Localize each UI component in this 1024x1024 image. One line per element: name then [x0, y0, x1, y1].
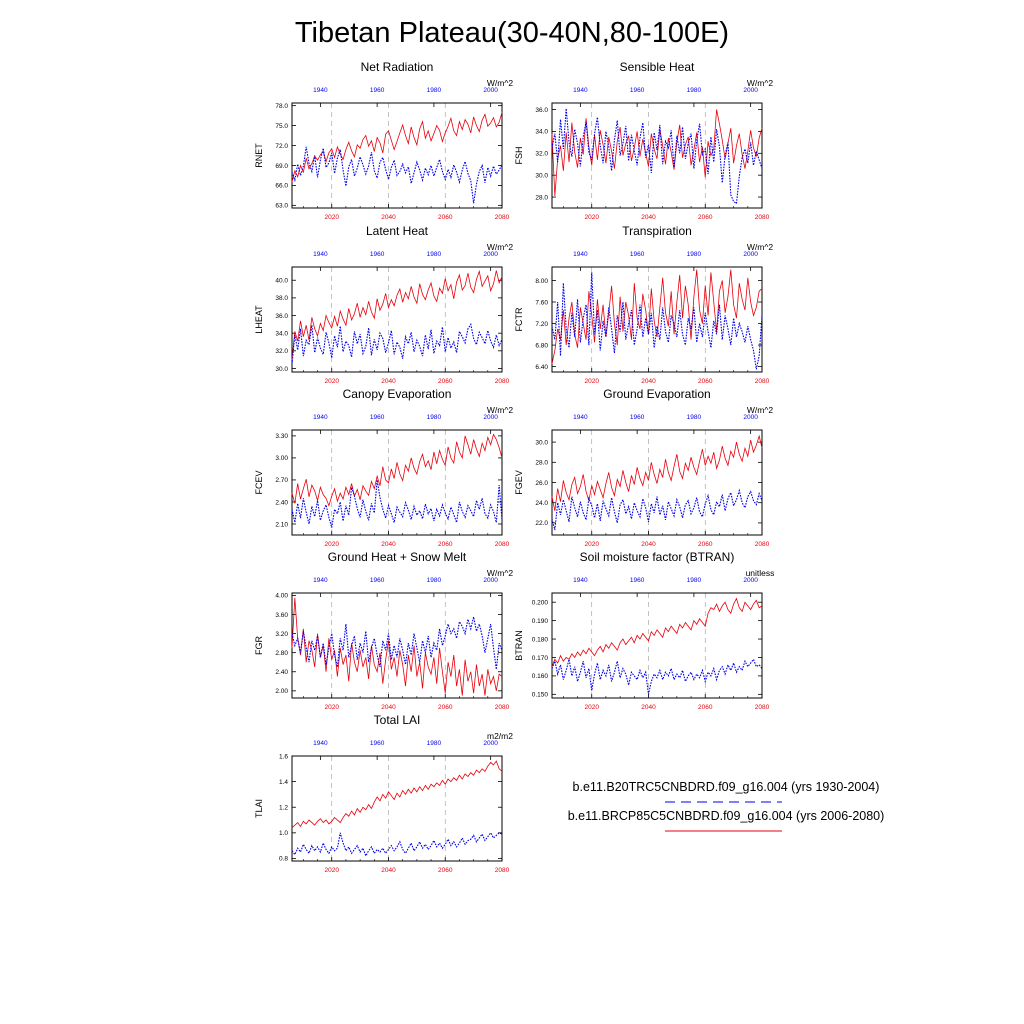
x-tick-label-bottom-fgev-2: 2060: [698, 541, 713, 548]
x-tick-label-top-rnet-2: 1980: [426, 87, 442, 94]
x-tick-label-bottom-tlai-0: 2020: [324, 867, 339, 874]
y-tick-label-fgev-1: 28.0: [535, 459, 548, 467]
y-tick-label-rnet-1: 75.0: [275, 122, 288, 130]
plot-frame-btran: [552, 593, 762, 698]
x-tick-label-bottom-fctr-2: 2060: [698, 378, 713, 385]
y-tick-label-fcev-1: 3.00: [275, 455, 288, 463]
y-axis-label-fgr: FGR: [254, 636, 264, 655]
y-tick-label-fgr-1: 3.60: [275, 611, 288, 619]
x-tick-label-bottom-fcev-1: 2040: [381, 541, 396, 548]
legend: [568, 780, 885, 831]
x-tick-label-top-lheat-3: 2000: [483, 251, 498, 258]
x-tick-label-bottom-fgev-0: 2020: [584, 541, 599, 548]
panel-fgev: [514, 387, 773, 548]
y-tick-label-fgev-3: 24.0: [535, 499, 548, 507]
units-label-fgev: W/m^2: [746, 405, 774, 415]
x-tick-label-top-fsh-0: 1940: [573, 87, 588, 94]
y-axis-label-fsh: FSH: [514, 146, 524, 165]
y-tick-label-fsh-2: 32.0: [535, 150, 548, 158]
y-tick-label-tlai-3: 1.0: [278, 830, 288, 838]
y-tick-label-rnet-0: 78.0: [275, 102, 288, 110]
y-tick-label-tlai-2: 1.2: [278, 804, 288, 812]
y-tick-label-lheat-3: 34.0: [275, 330, 288, 338]
x-tick-label-top-rnet-1: 1960: [369, 87, 385, 94]
series-historical-btran: [552, 659, 762, 694]
x-tick-label-bottom-fgr-3: 2080: [494, 704, 510, 711]
x-tick-label-top-fsh-3: 2000: [743, 87, 758, 94]
y-tick-label-lheat-4: 32.0: [275, 348, 288, 356]
y-tick-label-fctr-3: 6.80: [535, 342, 548, 350]
units-label-fcev: W/m^2: [486, 405, 514, 415]
y-tick-label-lheat-2: 36.0: [275, 312, 288, 320]
x-tick-label-bottom-fgr-1: 2040: [381, 704, 396, 711]
y-tick-label-fgev-0: 30.0: [535, 439, 548, 447]
x-tick-label-bottom-fgev-3: 2080: [754, 541, 770, 548]
y-axis-label-btran: BTRAN: [514, 630, 524, 661]
units-label-tlai: m2/m2: [487, 731, 513, 741]
y-tick-label-fgev-2: 26.0: [535, 479, 548, 487]
x-tick-label-top-tlai-1: 1960: [369, 740, 385, 747]
x-tick-label-top-lheat-1: 1960: [369, 251, 385, 258]
y-tick-label-fsh-1: 34.0: [535, 128, 548, 136]
y-tick-label-fctr-0: 8.00: [535, 277, 548, 285]
x-tick-label-bottom-fctr-0: 2020: [584, 378, 599, 385]
x-tick-label-top-fcev-2: 1980: [426, 414, 442, 421]
series-future-fcev: [292, 434, 502, 505]
x-tick-label-top-fgev-2: 1980: [686, 414, 702, 421]
y-tick-label-lheat-1: 38.0: [275, 295, 288, 303]
y-tick-label-fcev-0: 3.30: [275, 433, 288, 441]
series-historical-rnet: [292, 147, 502, 203]
x-tick-label-top-rnet-3: 2000: [483, 87, 498, 94]
x-tick-label-bottom-btran-2: 2060: [698, 704, 713, 711]
y-tick-label-btran-5: 0.150: [531, 691, 548, 699]
x-tick-label-top-fgev-1: 1960: [629, 414, 645, 421]
y-tick-label-btran-3: 0.170: [531, 654, 548, 662]
panel-fgr: [254, 550, 513, 711]
series-future-btran: [552, 599, 762, 667]
units-label-rnet: W/m^2: [486, 78, 514, 88]
x-tick-label-bottom-btran-1: 2040: [641, 704, 656, 711]
y-axis-label-fgev: FGEV: [514, 470, 524, 495]
x-tick-label-bottom-rnet-2: 2060: [438, 214, 453, 221]
units-label-btran: unitless: [745, 568, 775, 578]
panel-btran: [514, 550, 774, 711]
y-tick-label-fctr-1: 7.60: [535, 299, 548, 307]
series-historical-fgev: [552, 491, 762, 530]
x-tick-label-top-lheat-2: 1980: [426, 251, 442, 258]
units-label-lheat: W/m^2: [486, 242, 514, 252]
panel-fsh: [514, 60, 773, 221]
x-tick-label-bottom-lheat-1: 2040: [381, 378, 396, 385]
series-historical-fctr: [552, 272, 762, 369]
y-axis-label-lheat: LHEAT: [254, 305, 264, 334]
x-tick-label-top-fcev-0: 1940: [313, 414, 328, 421]
units-label-fsh: W/m^2: [746, 78, 774, 88]
y-tick-label-fgev-4: 22.0: [535, 520, 548, 528]
x-tick-label-bottom-tlai-3: 2080: [494, 867, 510, 874]
panel-title-fsh: Sensible Heat: [619, 60, 695, 74]
x-tick-label-top-lheat-0: 1940: [313, 251, 328, 258]
y-tick-label-btran-1: 0.190: [531, 617, 548, 625]
x-tick-label-bottom-fsh-2: 2060: [698, 214, 713, 221]
x-tick-label-bottom-fsh-0: 2020: [584, 214, 599, 221]
y-tick-label-btran-0: 0.200: [531, 599, 548, 607]
y-tick-label-lheat-0: 40.0: [275, 277, 288, 285]
panel-tlai: [254, 713, 513, 874]
x-tick-label-bottom-fgr-2: 2060: [438, 704, 453, 711]
series-future-tlai: [292, 761, 502, 828]
x-tick-label-top-rnet-0: 1940: [313, 87, 328, 94]
y-tick-label-fgr-0: 4.00: [275, 592, 288, 600]
panel-fctr: [514, 224, 773, 385]
x-tick-label-top-fctr-2: 1980: [686, 251, 702, 258]
panel-rnet: [254, 60, 513, 221]
y-tick-label-fgr-2: 3.20: [275, 630, 288, 638]
x-tick-label-bottom-rnet-3: 2080: [494, 214, 510, 221]
x-tick-label-top-tlai-0: 1940: [313, 740, 328, 747]
panel-title-fcev: Canopy Evaporation: [342, 387, 452, 401]
y-tick-label-fsh-3: 30.0: [535, 172, 548, 180]
series-future-rnet: [292, 112, 502, 182]
y-tick-label-fsh-4: 28.0: [535, 194, 548, 202]
panel-title-fgr: Ground Heat + Snow Melt: [327, 550, 467, 564]
x-tick-label-bottom-fcev-2: 2060: [438, 541, 453, 548]
series-future-fsh: [552, 110, 762, 196]
y-tick-label-fcev-2: 2.70: [275, 477, 288, 485]
panel-title-tlai: Total LAI: [373, 713, 421, 727]
plot-frame-lheat: [292, 267, 502, 372]
x-tick-label-top-fsh-1: 1960: [629, 87, 645, 94]
x-tick-label-bottom-rnet-1: 2040: [381, 214, 396, 221]
legend-future-label: b.e11.BRCP85C5CNBDRD.f09_g16.004 (yrs 2006-2080): [567, 809, 885, 823]
x-tick-label-bottom-btran-3: 2080: [754, 704, 770, 711]
x-tick-label-top-fgev-0: 1940: [573, 414, 588, 421]
units-label-fctr: W/m^2: [746, 242, 774, 252]
x-tick-label-bottom-tlai-2: 2060: [438, 867, 453, 874]
x-tick-label-top-btran-2: 1980: [686, 577, 702, 584]
plot-frame-fcev: [292, 430, 502, 535]
y-axis-label-fctr: FCTR: [514, 307, 524, 332]
y-tick-label-fgr-4: 2.40: [275, 669, 288, 677]
x-tick-label-bottom-fctr-3: 2080: [754, 378, 770, 385]
series-historical-fcev: [292, 480, 502, 528]
series-historical-tlai: [292, 833, 502, 856]
y-tick-label-lheat-5: 30.0: [275, 365, 288, 373]
series-historical-fgr: [292, 617, 502, 670]
y-axis-label-fcev: FCEV: [254, 470, 264, 495]
x-tick-label-top-btran-1: 1960: [629, 577, 645, 584]
y-tick-label-rnet-4: 66.0: [275, 182, 288, 190]
x-tick-label-bottom-fcev-3: 2080: [494, 541, 510, 548]
y-tick-label-btran-2: 0.180: [531, 636, 548, 644]
x-tick-label-bottom-fgr-0: 2020: [324, 704, 339, 711]
x-tick-label-bottom-rnet-0: 2020: [324, 214, 339, 221]
series-future-lheat: [292, 271, 502, 360]
y-tick-label-tlai-1: 1.4: [278, 778, 288, 786]
x-tick-label-top-tlai-3: 2000: [483, 740, 498, 747]
x-tick-label-top-fcev-1: 1960: [369, 414, 385, 421]
units-label-fgr: W/m^2: [486, 568, 514, 578]
y-tick-label-rnet-3: 69.0: [275, 162, 288, 170]
y-tick-label-fctr-2: 7.20: [535, 320, 548, 328]
x-tick-label-bottom-fctr-1: 2040: [641, 378, 656, 385]
panel-title-lheat: Latent Heat: [365, 224, 429, 238]
panel-title-fctr: Transpiration: [622, 224, 692, 238]
y-tick-label-tlai-0: 1.6: [278, 753, 288, 761]
panel-title-btran: Soil moisture factor (BTRAN): [579, 550, 735, 564]
x-tick-label-top-fctr-1: 1960: [629, 251, 645, 258]
y-tick-label-fcev-3: 2.40: [275, 499, 288, 507]
page-title: Tibetan Plateau(30-40N,80-100E): [294, 17, 730, 49]
panels-group: [254, 60, 774, 874]
x-tick-label-bottom-lheat-3: 2080: [494, 378, 510, 385]
panel-fcev: [254, 387, 513, 548]
x-tick-label-top-btran-3: 2000: [743, 577, 758, 584]
x-tick-label-top-btran-0: 1940: [573, 577, 588, 584]
y-tick-label-btran-4: 0.160: [531, 673, 548, 681]
x-tick-label-top-fgev-3: 2000: [743, 414, 758, 421]
x-tick-label-bottom-fsh-1: 2040: [641, 214, 656, 221]
x-tick-label-top-fctr-3: 2000: [743, 251, 758, 258]
x-tick-label-bottom-lheat-2: 2060: [438, 378, 453, 385]
y-tick-label-fsh-0: 36.0: [535, 106, 548, 114]
x-tick-label-top-fsh-2: 1980: [686, 87, 702, 94]
x-tick-label-bottom-fcev-0: 2020: [324, 541, 339, 548]
y-tick-label-tlai-4: 0.8: [278, 855, 288, 863]
legend-historical-label: b.e11.B20TRC5CNBDRD.f09_g16.004 (yrs 1930-2004): [572, 780, 880, 794]
y-tick-label-rnet-5: 63.0: [275, 202, 288, 210]
x-tick-label-bottom-fsh-3: 2080: [754, 214, 770, 221]
y-tick-label-rnet-2: 72.0: [275, 142, 288, 150]
x-tick-label-top-fcev-3: 2000: [483, 414, 498, 421]
x-tick-label-top-tlai-2: 1980: [426, 740, 442, 747]
y-axis-label-tlai: TLAI: [254, 798, 264, 819]
y-axis-label-rnet: RNET: [254, 143, 264, 168]
x-tick-label-bottom-tlai-1: 2040: [381, 867, 396, 874]
x-tick-label-bottom-fgev-1: 2040: [641, 541, 656, 548]
x-tick-label-top-fgr-3: 2000: [483, 577, 498, 584]
x-tick-label-bottom-btran-0: 2020: [584, 704, 599, 711]
y-tick-label-fctr-4: 6.40: [535, 363, 548, 371]
panel-title-rnet: Net Radiation: [360, 60, 434, 74]
x-tick-label-bottom-lheat-0: 2020: [324, 378, 339, 385]
y-tick-label-fcev-4: 2.10: [275, 521, 288, 529]
x-tick-label-top-fctr-0: 1940: [573, 251, 588, 258]
y-tick-label-fgr-5: 2.00: [275, 688, 288, 696]
panel-title-fgev: Ground Evaporation: [603, 387, 711, 401]
x-tick-label-top-fgr-0: 1940: [313, 577, 328, 584]
plot-frame-tlai: [292, 756, 502, 861]
x-tick-label-top-fgr-2: 1980: [426, 577, 442, 584]
y-tick-label-fgr-3: 2.80: [275, 649, 288, 657]
panel-lheat: [254, 224, 513, 385]
plot-frame-rnet: [292, 103, 502, 208]
x-tick-label-top-fgr-1: 1960: [369, 577, 385, 584]
